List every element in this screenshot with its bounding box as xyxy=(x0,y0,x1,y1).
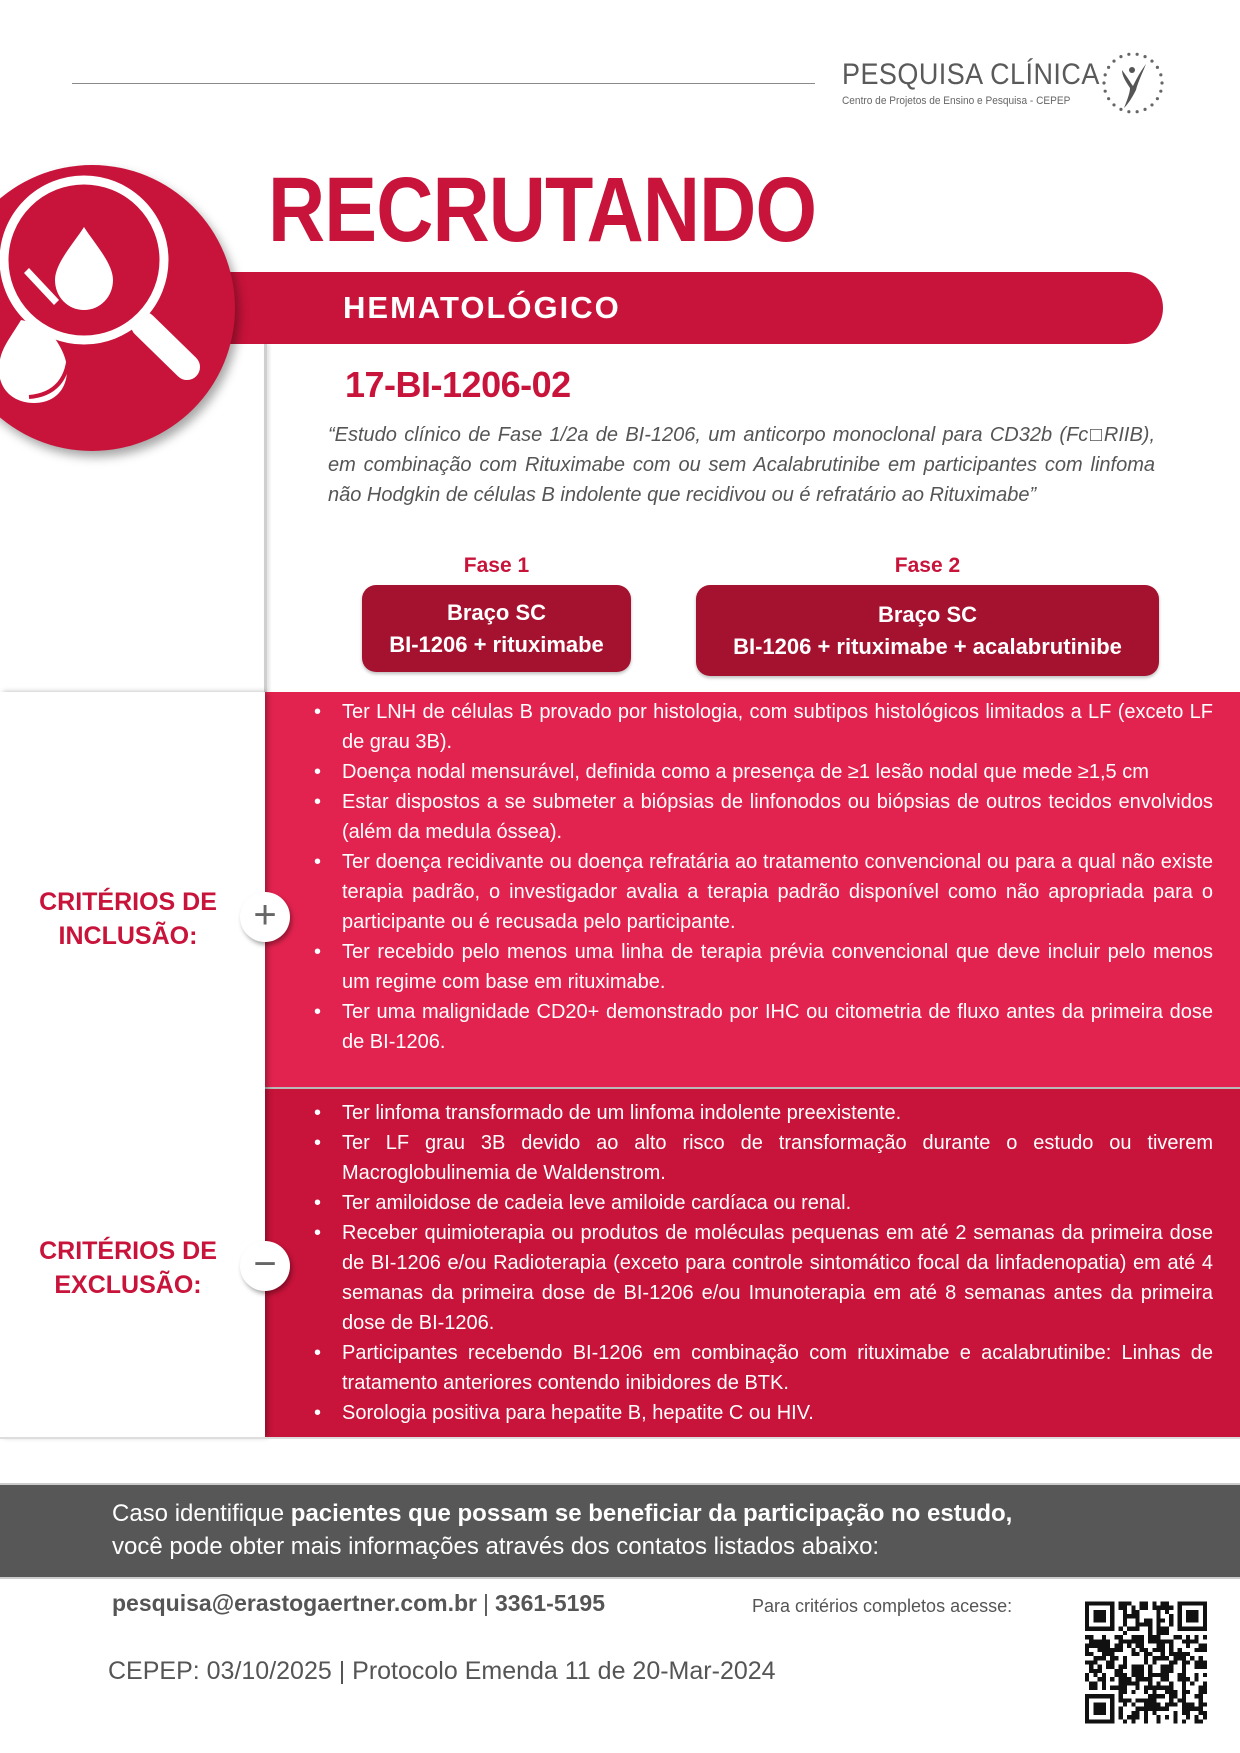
list-item: • Sorologia positiva para hepatite B, hepatite C ou HIV. xyxy=(310,1398,1213,1428)
phase-2-arm-box xyxy=(696,585,1159,676)
minus-icon: − xyxy=(240,1241,290,1291)
exclusion-heading-line1: CRITÉRIOS DE xyxy=(39,1237,217,1265)
left-column xyxy=(0,692,265,1437)
logo-circle xyxy=(0,165,235,451)
logo-subtitle: Centro de Projetos de Ensino e Pesquisa - CEPEP xyxy=(842,95,1071,107)
contact-email[interactable]: pesquisa@erastogaertner.com.br xyxy=(112,1590,478,1616)
phase-2-arm: Braço SC xyxy=(877,601,978,627)
footer-message xyxy=(112,1497,1012,1563)
list-item: • Ter doença recidivante ou doença refratária ao tratamento convencional ou para a qual não existe terapia padrão, o investigador avalia a terapia padrão disponível como não apropriada para o participante ou é recusada pelo participante. xyxy=(310,847,1213,937)
list-item: • Doença nodal mensurável, definida como a presença de ≥1 lesão nodal que mede ≥1,5 cm xyxy=(310,757,1213,787)
inclusion-heading-line1: CRITÉRIOS DE xyxy=(39,888,217,916)
bottom-edge xyxy=(0,1437,1240,1439)
qr-code-icon[interactable] xyxy=(1085,1600,1207,1725)
inclusion-list xyxy=(310,697,1213,1057)
list-item: • Estar dispostos a se submeter a biópsias de linfonodos ou biópsias de outros tecidos envolvidos (além da medula óssea). xyxy=(310,787,1213,847)
phase-2-label: Fase 2 xyxy=(894,554,961,577)
contact-line xyxy=(112,1590,605,1617)
qr-label: Para critérios completos acesse: xyxy=(752,1596,1013,1616)
footer-line1-bold: pacientes que possam se beneficiar da participação no estudo, xyxy=(290,1500,1013,1527)
list-item: • Ter LF grau 3B devido ao alto risco de transformação durante o estudo ou tiverem Macroglobulinemia de Waldenstrom. xyxy=(310,1128,1213,1188)
vertical-divider xyxy=(264,344,267,692)
logo-title: PESQUISA CLÍNICA xyxy=(842,58,1100,91)
protocol-info: CEPEP: 03/10/2025 | Protocolo Emenda 11 de 20-Mar-2024 xyxy=(108,1657,776,1685)
list-item: • Ter amiloidose de cadeia leve amiloide cardíaca ou renal. xyxy=(310,1188,1213,1218)
list-item: • Participantes recebendo BI-1206 em combinação com rituximabe e acalabrutinibe: Linhas de tratamento anteriores contendo inibidores de BTK. xyxy=(310,1338,1213,1398)
phase-1-arm: Braço SC xyxy=(446,599,547,625)
phase-1-arm-box xyxy=(362,585,631,672)
exclusion-heading-line2: EXCLUSÃO: xyxy=(54,1271,202,1299)
inclusion-heading xyxy=(20,885,236,953)
list-item: • Ter uma malignidade CD20+ demonstrado por IHC ou citometria de fluxo antes da primeira dose de BI-1206. xyxy=(310,997,1213,1057)
phase-1-label: Fase 1 xyxy=(463,554,530,577)
study-description: “Estudo clínico de Fase 1/2a de BI-1206, um anticorpo monoclonal para CD32b (Fc□RIIB), em combinação com Rituximabe com ou sem Acalabrutinibe em participantes com linfoma não Hodgkin de células B indolente que recidivou ou é refratário ao Rituximabe” xyxy=(328,424,1155,506)
header-divider xyxy=(72,83,815,84)
list-item: • Receber quimioterapia ou produtos de moléculas pequenas em até 2 semanas da primeira dose de BI-1206 e/ou Radioterapia (exceto para controle sintomático focal da linfadenopatia) em até 4 semanas da primeira dose de BI-1206 e/ou Imunoterapia em até 8 semanas antes da primeira dose de BI-1206. xyxy=(310,1218,1213,1338)
phase-1-regimen: BI-1206 + rituximabe xyxy=(389,631,604,657)
inclusion-heading-line2: INCLUSÃO: xyxy=(58,922,198,950)
headline: RECRUTANDO xyxy=(268,159,817,261)
contact-separator: | xyxy=(483,1590,489,1616)
footer-line2: você pode obter mais informações através dos contatos listados abaixo: xyxy=(112,1533,880,1560)
category-label: HEMATOLÓGICO xyxy=(343,290,621,325)
exclusion-heading xyxy=(20,1234,236,1302)
blood-search-icon xyxy=(0,165,235,451)
footer-line1-normal: Caso identifique xyxy=(112,1500,291,1527)
panel-divider xyxy=(265,1087,1240,1089)
exclusion-list xyxy=(310,1098,1213,1428)
phase-2-regimen: BI-1206 + rituximabe + acalabrutinibe xyxy=(733,633,1122,659)
contact-phone[interactable]: 3361-5195 xyxy=(495,1590,605,1616)
plus-icon: + xyxy=(240,892,290,942)
list-item: • Ter linfoma transformado de um linfoma indolente preexistente. xyxy=(310,1098,1213,1128)
list-item: • Ter recebido pelo menos uma linha de terapia prévia convencional que deve incluir pelo menos um regime com base em rituximabe. xyxy=(310,937,1213,997)
study-code: 17-BI-1206-02 xyxy=(345,364,571,405)
list-item: • Ter LNH de células B provado por histologia, com subtipos histológicos limitados a LF (exceto LF de grau 3B). xyxy=(310,697,1213,757)
logo-emblem-icon xyxy=(1100,50,1166,116)
